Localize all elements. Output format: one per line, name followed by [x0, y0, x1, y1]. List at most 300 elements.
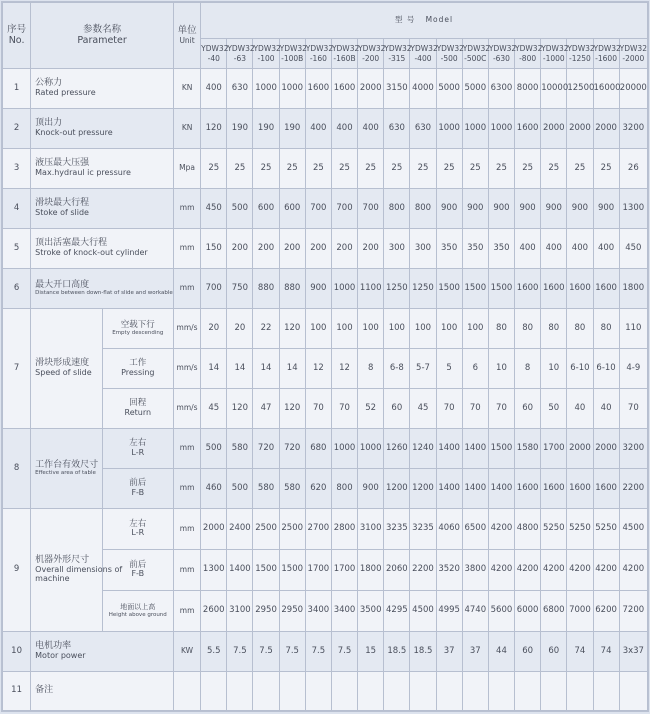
value-cell: [410, 672, 436, 711]
value-cell: 2000: [541, 109, 567, 149]
value-cell: 1000: [462, 109, 488, 149]
value-cell: 400: [201, 69, 227, 109]
unit-cell: mm: [174, 269, 201, 309]
value-cell: 45: [201, 389, 227, 429]
value-cell: 1400: [488, 469, 514, 509]
unit-cell: [174, 672, 201, 711]
value-cell: 190: [253, 109, 279, 149]
value-cell: 6800: [541, 591, 567, 632]
sub-label: 左右 L-R: [102, 509, 173, 550]
row-speed-empty: [3, 309, 648, 349]
value-cell: 3400: [331, 591, 357, 632]
value-cell: [331, 672, 357, 711]
value-cell: 200: [331, 229, 357, 269]
value-cell: 60: [515, 389, 541, 429]
row-knockout-stroke: [3, 229, 648, 269]
value-cell: 6-10: [567, 349, 593, 389]
value-cell: 45: [410, 389, 436, 429]
value-cell: 5250: [541, 509, 567, 550]
value-cell: 70: [305, 389, 331, 429]
value-cell: 4-9: [619, 349, 647, 389]
value-cell: 4060: [436, 509, 462, 550]
param-label: 最大开口高度 Distance between down-flat of slide and workable: [31, 269, 174, 309]
value-cell: 1600: [593, 469, 619, 509]
model-cell: YDW32 -630: [488, 39, 514, 69]
value-cell: 2500: [279, 509, 305, 550]
value-cell: 25: [358, 149, 384, 189]
value-cell: 25: [488, 149, 514, 189]
value-cell: 2060: [384, 550, 410, 591]
value-cell: 580: [253, 469, 279, 509]
value-cell: 700: [331, 189, 357, 229]
value-cell: 1500: [436, 269, 462, 309]
value-cell: 7.5: [279, 632, 305, 672]
value-cell: 1600: [515, 269, 541, 309]
value-cell: 300: [384, 229, 410, 269]
value-cell: 3235: [410, 509, 436, 550]
value-cell: 12: [305, 349, 331, 389]
value-cell: 720: [279, 429, 305, 469]
value-cell: 5000: [462, 69, 488, 109]
value-cell: 3x37: [619, 632, 647, 672]
value-cell: 18.5: [410, 632, 436, 672]
value-cell: 500: [227, 189, 253, 229]
value-cell: 50: [541, 389, 567, 429]
row-rated-pressure: [3, 69, 648, 109]
value-cell: 720: [253, 429, 279, 469]
value-cell: 2200: [619, 469, 647, 509]
value-cell: 7.5: [253, 632, 279, 672]
sub-label: 前后 F-B: [102, 550, 173, 591]
value-cell: 80: [593, 309, 619, 349]
value-cell: 25: [305, 149, 331, 189]
value-cell: 800: [410, 189, 436, 229]
value-cell: 620: [305, 469, 331, 509]
value-cell: 80: [541, 309, 567, 349]
value-cell: 70: [436, 389, 462, 429]
value-cell: 880: [253, 269, 279, 309]
value-cell: 1580: [515, 429, 541, 469]
value-cell: 750: [227, 269, 253, 309]
sub-label: 地面以上高 Height above ground: [102, 591, 173, 632]
param-label: 工作台有效尺寸 Effective area of table: [31, 429, 102, 509]
value-cell: 25: [541, 149, 567, 189]
value-cell: 40: [567, 389, 593, 429]
model-cell: YDW32 -200: [358, 39, 384, 69]
row-motor-power: [3, 632, 648, 672]
unit-cell: KW: [174, 632, 201, 672]
sub-label: 前后 F-B: [102, 469, 173, 509]
value-cell: 10: [541, 349, 567, 389]
sub-label: 左右 L-R: [102, 429, 173, 469]
value-cell: 900: [593, 189, 619, 229]
value-cell: 4995: [436, 591, 462, 632]
value-cell: 1500: [488, 269, 514, 309]
value-cell: 1000: [279, 69, 305, 109]
value-cell: 20: [201, 309, 227, 349]
value-cell: 60: [384, 389, 410, 429]
value-cell: 1500: [279, 550, 305, 591]
param-label: 顶出活塞最大行程 Stroke of knock-out cylinder: [31, 229, 174, 269]
value-cell: 4000: [410, 69, 436, 109]
value-cell: 25: [515, 149, 541, 189]
header-parameter: 参数名称 Parameter: [31, 3, 174, 69]
value-cell: 4740: [462, 591, 488, 632]
value-cell: 4200: [488, 509, 514, 550]
header-model: 型 号 Model: [201, 3, 648, 39]
value-cell: 2000: [567, 429, 593, 469]
value-cell: 1000: [253, 69, 279, 109]
value-cell: [619, 672, 647, 711]
value-cell: 6300: [488, 69, 514, 109]
value-cell: 3100: [227, 591, 253, 632]
value-cell: [593, 672, 619, 711]
value-cell: 3200: [619, 429, 647, 469]
value-cell: 1000: [331, 269, 357, 309]
row-max-opening-height: [3, 269, 648, 309]
value-cell: 800: [384, 189, 410, 229]
value-cell: 25: [331, 149, 357, 189]
value-cell: 190: [279, 109, 305, 149]
value-cell: 500: [201, 429, 227, 469]
model-cell: YDW32 -400: [410, 39, 436, 69]
value-cell: 70: [462, 389, 488, 429]
model-cell: YDW32 -2000: [619, 39, 647, 69]
value-cell: [515, 672, 541, 711]
value-cell: 100: [358, 309, 384, 349]
value-cell: 70: [488, 389, 514, 429]
value-cell: 40: [593, 389, 619, 429]
value-cell: 400: [515, 229, 541, 269]
value-cell: 120: [227, 389, 253, 429]
model-cell: YDW32 -1000: [541, 39, 567, 69]
row-max-hydraulic-pressure: [3, 149, 648, 189]
value-cell: 150: [201, 229, 227, 269]
row-no: 8: [3, 429, 31, 509]
value-cell: 12: [331, 349, 357, 389]
value-cell: 25: [227, 149, 253, 189]
param-label: 顶出力 Knock-out pressure: [31, 109, 174, 149]
value-cell: 25: [462, 149, 488, 189]
value-cell: 100: [410, 309, 436, 349]
value-cell: 70: [619, 389, 647, 429]
param-label: 液压最大压强 Max.hydraul ic pressure: [31, 149, 174, 189]
value-cell: 22: [253, 309, 279, 349]
value-cell: 2800: [331, 509, 357, 550]
row-knockout-pressure: [3, 109, 648, 149]
value-cell: 37: [436, 632, 462, 672]
param-label: 备注: [31, 672, 174, 711]
value-cell: [358, 672, 384, 711]
value-cell: 3100: [358, 509, 384, 550]
value-cell: 1600: [593, 269, 619, 309]
value-cell: 10: [488, 349, 514, 389]
value-cell: 47: [253, 389, 279, 429]
value-cell: 14: [279, 349, 305, 389]
value-cell: 450: [201, 189, 227, 229]
value-cell: 4200: [593, 550, 619, 591]
value-cell: 900: [515, 189, 541, 229]
value-cell: 5: [436, 349, 462, 389]
header-unit: 单位 Unit: [174, 3, 201, 69]
value-cell: 700: [358, 189, 384, 229]
value-cell: 4200: [541, 550, 567, 591]
value-cell: 100: [462, 309, 488, 349]
value-cell: 5600: [488, 591, 514, 632]
value-cell: 2400: [227, 509, 253, 550]
value-cell: 5.5: [201, 632, 227, 672]
value-cell: 25: [410, 149, 436, 189]
row-no: 9: [3, 509, 31, 632]
value-cell: 25: [253, 149, 279, 189]
value-cell: [541, 672, 567, 711]
value-cell: 120: [279, 389, 305, 429]
value-cell: 4500: [410, 591, 436, 632]
value-cell: 74: [567, 632, 593, 672]
value-cell: 1600: [305, 69, 331, 109]
value-cell: 1600: [541, 269, 567, 309]
param-label: 机器外形尺寸 Overall dimensions of machine: [31, 509, 102, 632]
value-cell: 14: [253, 349, 279, 389]
value-cell: 880: [279, 269, 305, 309]
value-cell: 2500: [253, 509, 279, 550]
value-cell: 500: [227, 469, 253, 509]
value-cell: 7.5: [227, 632, 253, 672]
value-cell: [227, 672, 253, 711]
value-cell: 1700: [541, 429, 567, 469]
unit-cell: mm: [174, 469, 201, 509]
value-cell: 4200: [488, 550, 514, 591]
row-table-lr: [3, 429, 648, 469]
model-cell: YDW32 -800: [515, 39, 541, 69]
unit-cell: mm/s: [174, 309, 201, 349]
value-cell: 100: [384, 309, 410, 349]
value-cell: 37: [462, 632, 488, 672]
value-cell: 2600: [201, 591, 227, 632]
row-no: 1: [3, 69, 31, 109]
value-cell: 1400: [436, 469, 462, 509]
unit-cell: Mpa: [174, 149, 201, 189]
model-cell: YDW32 -1250: [567, 39, 593, 69]
value-cell: 4200: [619, 550, 647, 591]
value-cell: 1600: [567, 469, 593, 509]
value-cell: 6: [462, 349, 488, 389]
value-cell: 2000: [201, 509, 227, 550]
value-cell: 5250: [567, 509, 593, 550]
value-cell: 10000: [541, 69, 567, 109]
value-cell: 350: [462, 229, 488, 269]
value-cell: 580: [227, 429, 253, 469]
value-cell: 25: [201, 149, 227, 189]
value-cell: [279, 672, 305, 711]
value-cell: 900: [358, 469, 384, 509]
header-no: 序号 No.: [3, 3, 31, 69]
value-cell: 200: [358, 229, 384, 269]
value-cell: 5250: [593, 509, 619, 550]
value-cell: 200: [279, 229, 305, 269]
value-cell: 1500: [462, 269, 488, 309]
value-cell: 15: [358, 632, 384, 672]
value-cell: 1800: [358, 550, 384, 591]
value-cell: 630: [227, 69, 253, 109]
value-cell: 5000: [436, 69, 462, 109]
value-cell: [436, 672, 462, 711]
value-cell: 3200: [619, 109, 647, 149]
row-no: 4: [3, 189, 31, 229]
value-cell: 6200: [593, 591, 619, 632]
value-cell: 1000: [358, 429, 384, 469]
value-cell: 450: [619, 229, 647, 269]
value-cell: 80: [488, 309, 514, 349]
value-cell: 26: [619, 149, 647, 189]
sub-label: 回程 Return: [102, 389, 173, 429]
param-label: 滑块最大行程 Stoke of slide: [31, 189, 174, 229]
value-cell: 2000: [358, 69, 384, 109]
value-cell: 6-8: [384, 349, 410, 389]
value-cell: 120: [201, 109, 227, 149]
row-dim-lr: [3, 509, 648, 550]
row-no: 10: [3, 632, 31, 672]
value-cell: 18.5: [384, 632, 410, 672]
value-cell: 1700: [305, 550, 331, 591]
value-cell: 1700: [331, 550, 357, 591]
value-cell: 200: [253, 229, 279, 269]
row-stroke-of-slide: [3, 189, 648, 229]
value-cell: 25: [567, 149, 593, 189]
value-cell: 2700: [305, 509, 331, 550]
value-cell: 600: [279, 189, 305, 229]
value-cell: 4200: [567, 550, 593, 591]
value-cell: 12500: [567, 69, 593, 109]
unit-cell: mm: [174, 229, 201, 269]
value-cell: 460: [201, 469, 227, 509]
value-cell: 7.5: [331, 632, 357, 672]
unit-cell: mm/s: [174, 349, 201, 389]
value-cell: 600: [253, 189, 279, 229]
value-cell: 190: [227, 109, 253, 149]
value-cell: 8: [515, 349, 541, 389]
param-label: 滑块形成速度 Speed of slide: [31, 309, 102, 429]
spec-sheet: [1, 1, 649, 712]
model-cell: YDW32 -500C: [462, 39, 488, 69]
value-cell: 60: [515, 632, 541, 672]
value-cell: 100: [436, 309, 462, 349]
value-cell: 16000: [593, 69, 619, 109]
value-cell: 580: [279, 469, 305, 509]
sub-label: 工作 Pressing: [102, 349, 173, 389]
value-cell: 2950: [253, 591, 279, 632]
value-cell: 60: [541, 632, 567, 672]
value-cell: 3800: [462, 550, 488, 591]
unit-cell: KN: [174, 109, 201, 149]
value-cell: 350: [488, 229, 514, 269]
model-cell: YDW32 -100B: [279, 39, 305, 69]
value-cell: 1200: [384, 469, 410, 509]
value-cell: 1400: [462, 469, 488, 509]
value-cell: 120: [279, 309, 305, 349]
value-cell: 400: [305, 109, 331, 149]
value-cell: 1600: [515, 109, 541, 149]
value-cell: 80: [515, 309, 541, 349]
value-cell: 1300: [201, 550, 227, 591]
value-cell: 14: [227, 349, 253, 389]
value-cell: 7000: [567, 591, 593, 632]
value-cell: 900: [488, 189, 514, 229]
unit-cell: mm: [174, 189, 201, 229]
value-cell: 25: [436, 149, 462, 189]
unit-cell: mm: [174, 429, 201, 469]
value-cell: 400: [331, 109, 357, 149]
value-cell: 7.5: [305, 632, 331, 672]
value-cell: 2000: [593, 109, 619, 149]
value-cell: 25: [593, 149, 619, 189]
value-cell: 8: [358, 349, 384, 389]
spec-table: [2, 2, 648, 711]
value-cell: 400: [593, 229, 619, 269]
model-cell: YDW32 -1600: [593, 39, 619, 69]
value-cell: 25: [279, 149, 305, 189]
param-label: 公称力 Rated pressure: [31, 69, 174, 109]
value-cell: 1250: [384, 269, 410, 309]
value-cell: 900: [567, 189, 593, 229]
row-no: 5: [3, 229, 31, 269]
value-cell: 900: [436, 189, 462, 229]
value-cell: 3500: [358, 591, 384, 632]
value-cell: 2000: [593, 429, 619, 469]
value-cell: [567, 672, 593, 711]
value-cell: 700: [201, 269, 227, 309]
value-cell: 4500: [619, 509, 647, 550]
value-cell: 400: [541, 229, 567, 269]
value-cell: 100: [305, 309, 331, 349]
value-cell: [201, 672, 227, 711]
value-cell: 2200: [410, 550, 436, 591]
value-cell: 74: [593, 632, 619, 672]
value-cell: 100: [331, 309, 357, 349]
value-cell: 44: [488, 632, 514, 672]
value-cell: 200: [305, 229, 331, 269]
unit-cell: KN: [174, 69, 201, 109]
model-cell: YDW32 -160: [305, 39, 331, 69]
value-cell: 1600: [331, 69, 357, 109]
value-cell: 1260: [384, 429, 410, 469]
value-cell: 900: [462, 189, 488, 229]
value-cell: 350: [436, 229, 462, 269]
value-cell: 1600: [515, 469, 541, 509]
value-cell: [462, 672, 488, 711]
value-cell: [253, 672, 279, 711]
value-cell: 630: [410, 109, 436, 149]
value-cell: 1600: [567, 269, 593, 309]
value-cell: 3520: [436, 550, 462, 591]
value-cell: 7200: [619, 591, 647, 632]
value-cell: 1250: [410, 269, 436, 309]
row-no: 2: [3, 109, 31, 149]
value-cell: 6500: [462, 509, 488, 550]
value-cell: [305, 672, 331, 711]
value-cell: [384, 672, 410, 711]
value-cell: [488, 672, 514, 711]
value-cell: 2950: [279, 591, 305, 632]
value-cell: 1400: [227, 550, 253, 591]
value-cell: 4200: [515, 550, 541, 591]
value-cell: 1240: [410, 429, 436, 469]
value-cell: 1000: [331, 429, 357, 469]
value-cell: 1200: [410, 469, 436, 509]
model-cell: YDW32 -160B: [331, 39, 357, 69]
value-cell: 1300: [619, 189, 647, 229]
value-cell: 1400: [436, 429, 462, 469]
